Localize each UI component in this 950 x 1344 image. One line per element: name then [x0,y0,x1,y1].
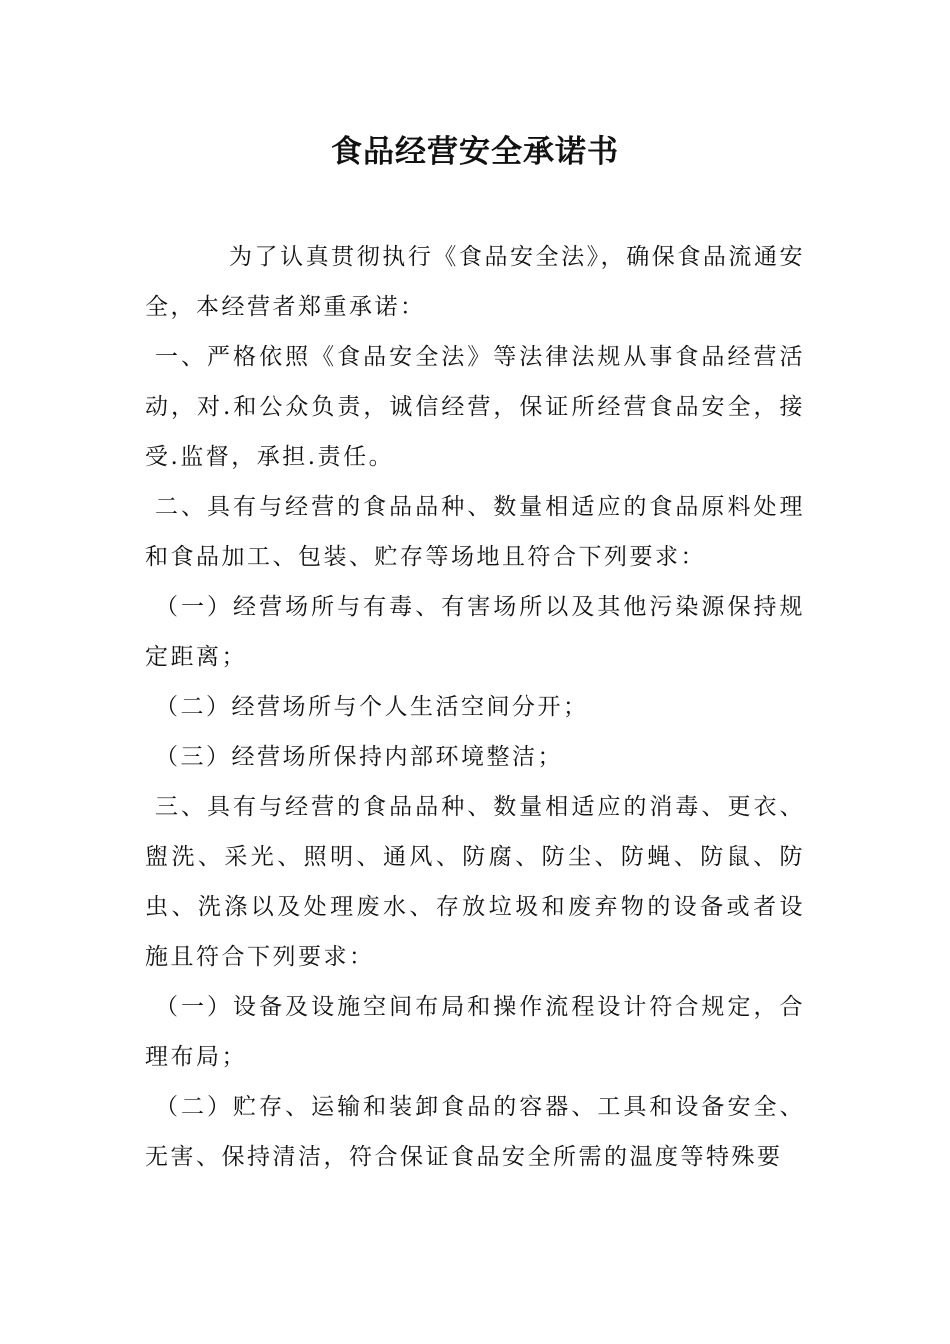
clause-3-paragraph: 三、具有与经营的食品品种、数量相适应的消毒、更衣、盥洗、采光、照明、通风、防腐、防尘、防蝇、防鼠、防虫、洗涤以及处理废水、存放垃圾和废弃物的设备或者设施且符合下列要求： [145,794,805,970]
clause-2-sub-3: （三）经营场所保持内部环境整洁； [155,744,563,770]
document-body [145,232,805,1182]
clause-2-sub-2: （二）经营场所与个人生活空间分开； [155,694,589,720]
clause-3-sub-2: （二）贮存、运输和装卸食品的容器、工具和设备安全、无害、保持清洁，符合保证食品安全所需的温度等特殊要 [145,1094,805,1170]
clause-1-paragraph: 一、严格依照《食品安全法》等法律法规从事食品经营活动，对.和公众负责，诚信经营，保证所经营食品安全，接受.监督，承担.责任。 [145,344,805,470]
clause-2-sub-1: （一）经营场所与有毒、有害场所以及其他污染源保持规定距离； [145,594,805,670]
intro-paragraph: 为了认真贯彻执行《食品安全法》，确保食品流通安全，本经营者郑重承诺： [145,244,805,320]
clause-2-paragraph: 二、具有与经营的食品品种、数量相适应的食品原料处理和食品加工、包装、贮存等场地且符合下列要求： [145,494,805,570]
clause-3-sub-1: （一）设备及设施空间布局和操作流程设计符合规定，合理布局； [145,994,805,1070]
document-title: 食品经营安全承诺书 [331,134,619,170]
